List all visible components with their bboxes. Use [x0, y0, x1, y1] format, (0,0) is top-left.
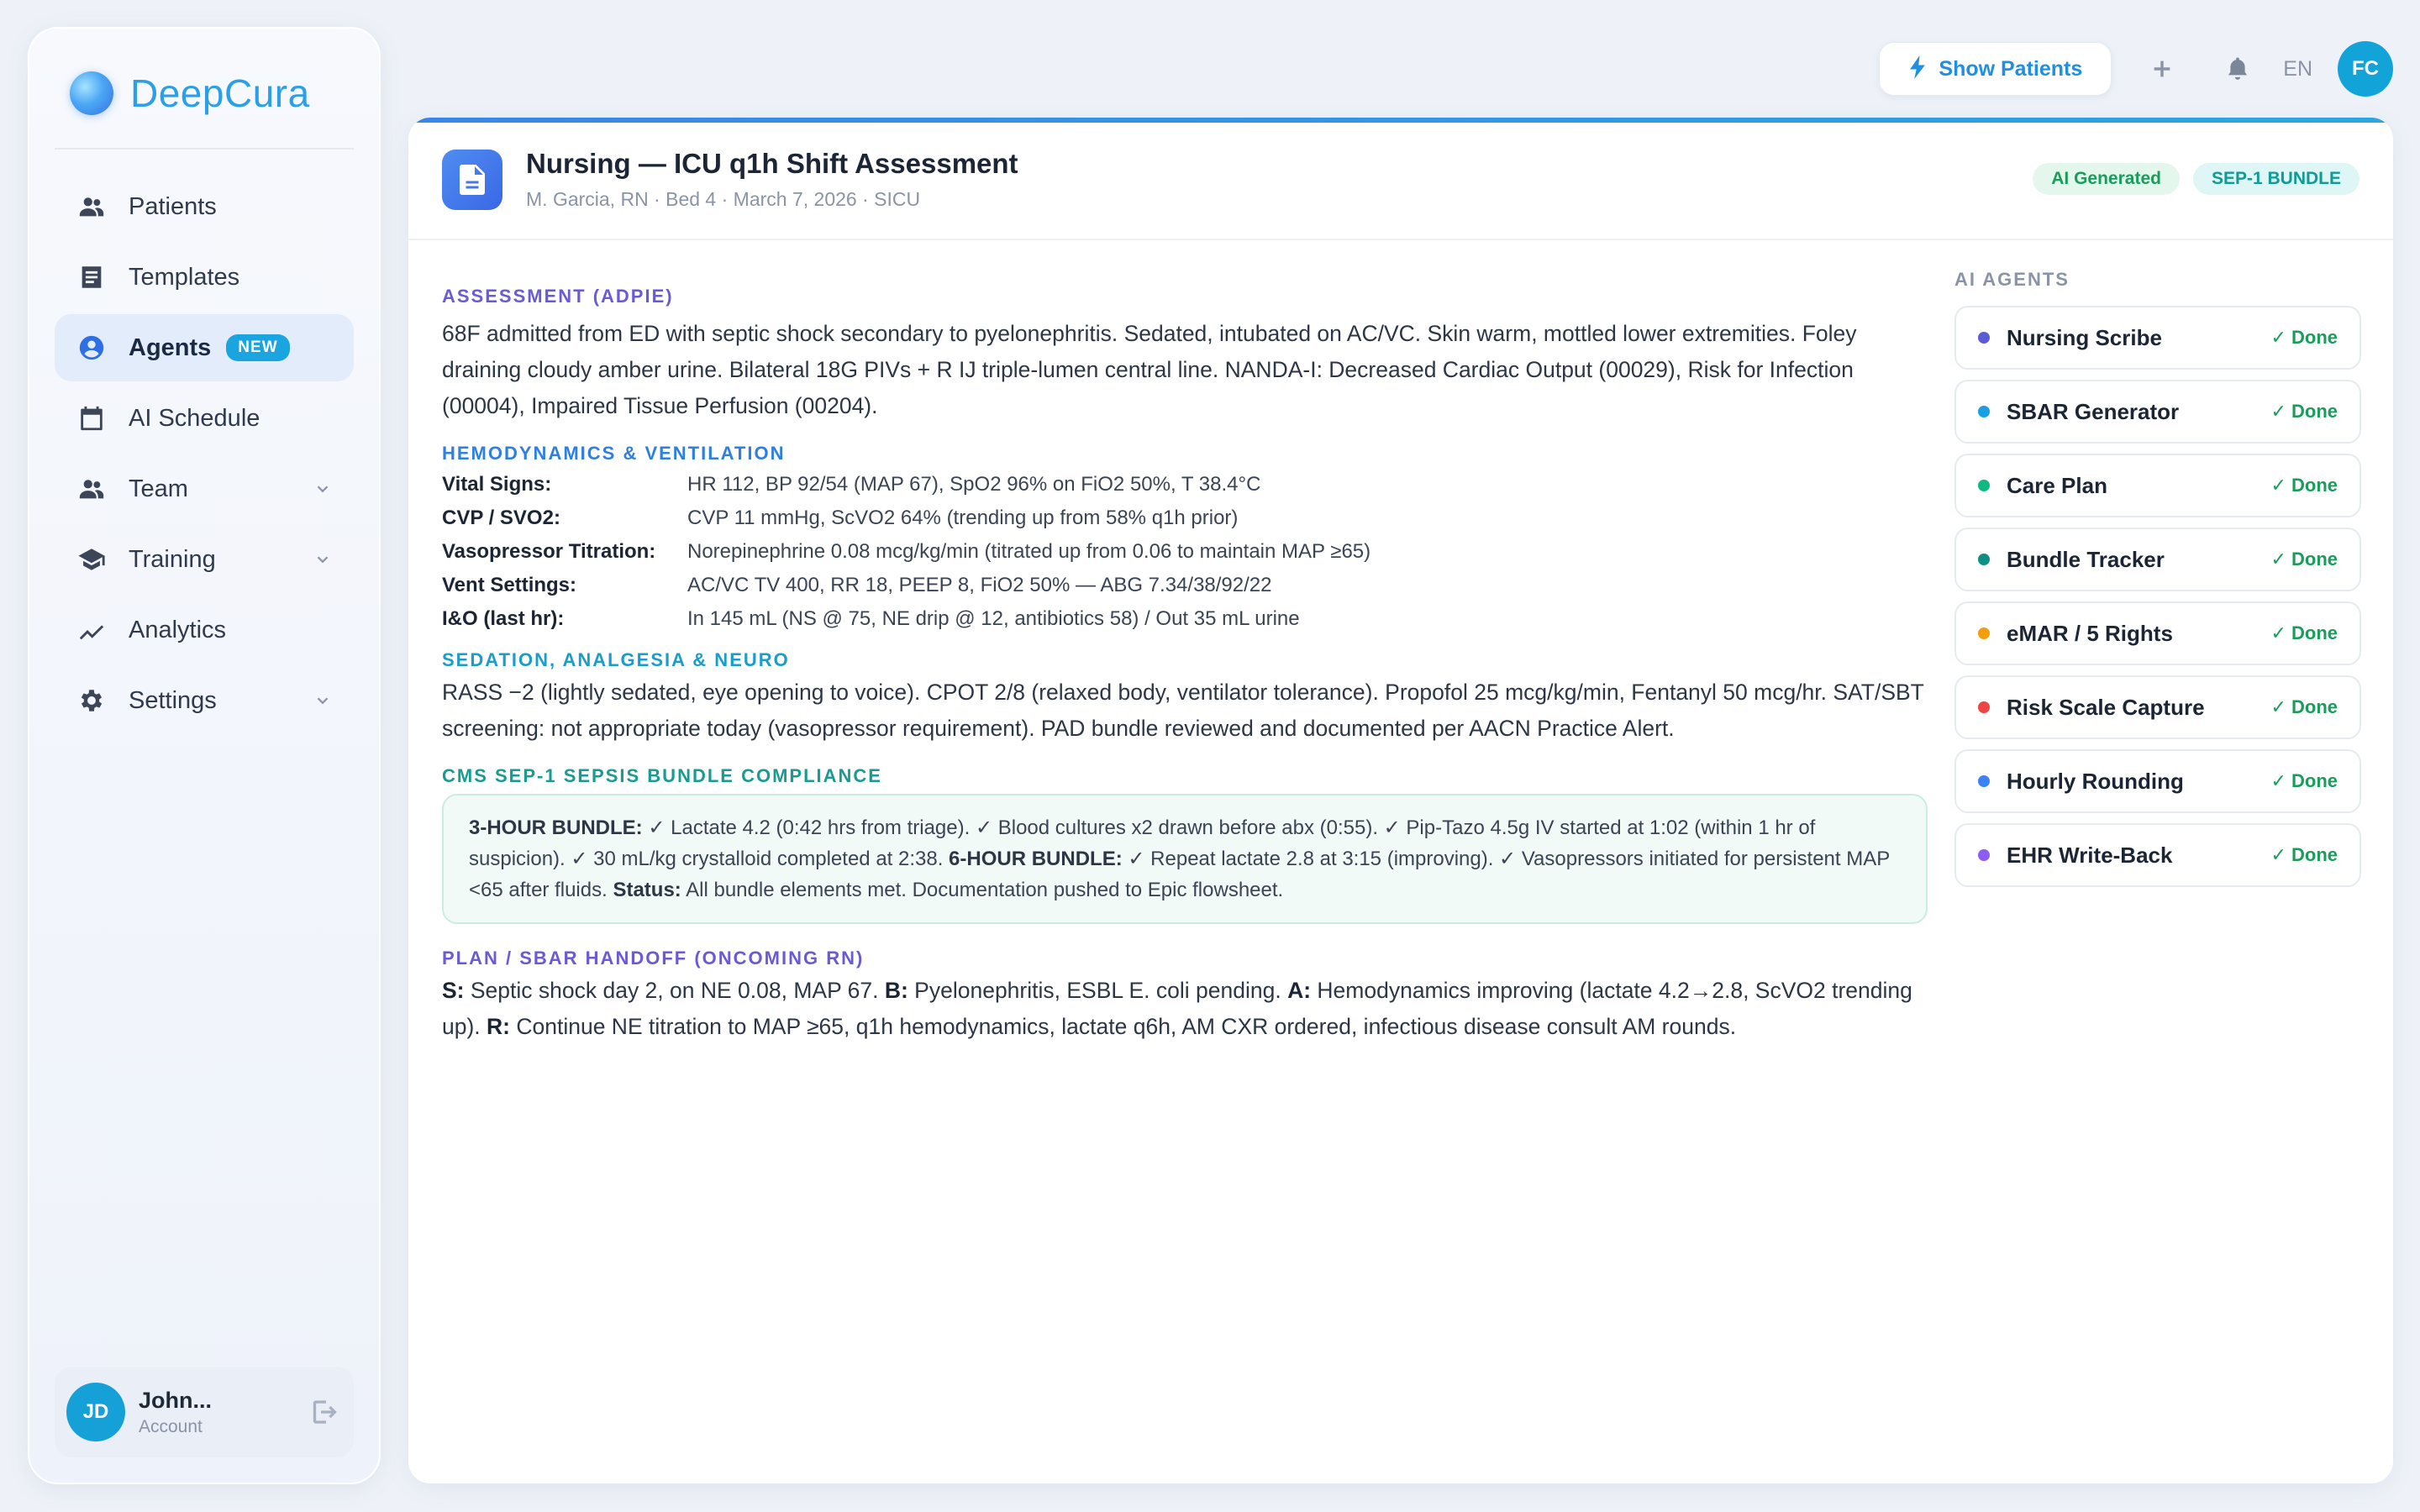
agent-name: EHR Write-Back — [2007, 842, 2173, 868]
agent-item[interactable] — [1954, 454, 2361, 517]
document-subtitle: M. Garcia, RN · Bed 4 · March 7, 2026 · SICU — [526, 188, 921, 210]
bundle-status-label: Status: — [613, 879, 681, 901]
app-name: DeepCura — [130, 71, 310, 115]
sbar-b-text: Pyelonephritis, ESBL E. coli pending. — [908, 978, 1288, 1003]
kv-value: HR 112, BP 92/54 (MAP 67), SpO2 96% on FiO2 50%, T 38.4°C — [687, 473, 1261, 496]
status-dot — [1978, 627, 1990, 639]
sidebar-nav — [55, 173, 354, 738]
kv-value: AC/VC TV 400, RR 18, PEEP 8, FiO2 50% — ABG 7.34/38/92/22 — [687, 574, 1272, 596]
status-dot — [1978, 554, 1990, 565]
patients-icon — [76, 192, 107, 222]
sidebar-item-label: AI Schedule — [129, 404, 260, 432]
kv-row — [442, 535, 1928, 569]
show-patients-label: Show Patients — [1939, 56, 2083, 81]
document-badges — [2033, 163, 2360, 195]
document-icon — [442, 150, 502, 210]
sidebar-item-team[interactable] — [55, 455, 354, 522]
status-dot — [1978, 701, 1990, 713]
document-content — [442, 286, 1928, 1045]
status-badge: ✓ Done — [2270, 844, 2338, 865]
sbar-r-label: R: — [487, 1014, 510, 1039]
status-dot — [1978, 775, 1990, 787]
agent-name: SBAR Generator — [2007, 398, 2180, 424]
kv-row — [442, 468, 1928, 501]
status-badge: ✓ Done — [2270, 327, 2338, 348]
status-badge: ✓ Done — [2270, 475, 2338, 496]
sidebar-item-patients[interactable] — [55, 173, 354, 240]
chevron-down-icon[interactable] — [313, 480, 332, 498]
sbar-a-label: A: — [1287, 978, 1312, 1003]
kv-key: CVP / SVO2: — [442, 507, 560, 529]
divider — [55, 148, 354, 150]
sidebar-item-label: Team — [129, 475, 188, 502]
analytics-icon — [76, 615, 107, 645]
app-logo[interactable] — [70, 71, 310, 116]
kv-key: Vasopressor Titration: — [442, 540, 656, 563]
chevron-down-icon[interactable] — [313, 550, 332, 569]
account-name: John... — [139, 1387, 212, 1413]
kv-row — [442, 501, 1928, 535]
team-icon — [76, 474, 107, 504]
user-avatar[interactable]: FC — [2338, 41, 2393, 97]
agent-item[interactable] — [1954, 380, 2361, 444]
status-dot — [1978, 849, 1990, 861]
bundle-6h-text: ✓ Repeat lactate 2.8 at 3:15 (improving). ✓ Vasopressors initiated for persistent MAP <65 after fluids. — [469, 848, 1890, 901]
status-dot — [1978, 406, 1990, 417]
sidebar-item-training[interactable] — [55, 526, 354, 593]
chevron-down-icon[interactable] — [313, 691, 332, 710]
kv-value: CVP 11 mmHg, ScVO2 64% (trending up from 58% q1h prior) — [687, 507, 1239, 529]
training-icon — [76, 544, 107, 575]
kv-key: Vital Signs: — [442, 473, 552, 496]
status-badge: ✓ Done — [2270, 549, 2338, 570]
status-badge: ✓ Done — [2270, 770, 2338, 791]
status-badge: ✓ Done — [2270, 622, 2338, 643]
bolt-icon — [1908, 55, 1927, 83]
ai-generated-badge: AI Generated — [2033, 163, 2180, 195]
agent-name: Risk Scale Capture — [2007, 694, 2205, 720]
sidebar-item-label: Analytics — [129, 616, 227, 643]
account-subtitle: Account — [139, 1416, 203, 1436]
agent-name: Bundle Tracker — [2007, 546, 2165, 572]
agent-item[interactable] — [1954, 306, 2361, 370]
logo-orb-icon — [70, 71, 113, 115]
section-heading: HEMODYNAMICS & VENTILATION — [442, 443, 786, 464]
account-card[interactable] — [55, 1367, 354, 1457]
sbar-r-text: Continue NE titration to MAP ≥65, q1h hemodynamics, lactate q6h, AM CXR ordered, infectious disease consult AM rounds. — [510, 1014, 1737, 1039]
sidebar-item-label: Training — [129, 545, 216, 573]
agent-name: eMAR / 5 Rights — [2007, 620, 2173, 646]
section-heading: SEDATION, ANALGESIA & NEURO — [442, 649, 790, 670]
bell-icon[interactable] — [2221, 52, 2254, 86]
agent-name: Care Plan — [2007, 472, 2107, 498]
assessment-text: 68F admitted from ED with septic shock secondary to pyelonephritis. Sedated, intubated on AC/VC. Skin warm, mottled lower extremities. Foley draining cloudy amber urine. Bilateral 18G PIVs + R IJ triple-lumen central line. NANDA-I: Decreased Cardiac Output (00029), Risk for Infection (00004), Impaired Tissue Perfusion (00204). — [442, 321, 1857, 418]
new-badge: NEW — [226, 334, 289, 361]
sep1-bundle-badge: SEP-1 BUNDLE — [2193, 163, 2360, 195]
gear-icon — [76, 685, 107, 716]
sidebar-item-settings[interactable] — [55, 667, 354, 734]
sidebar-item-ai-schedule[interactable] — [55, 385, 354, 452]
sepsis-bundle-box — [442, 794, 1928, 924]
agent-name: Nursing Scribe — [2007, 324, 2162, 350]
sidebar-item-label: Settings — [129, 686, 217, 714]
sidebar-item-templates[interactable] — [55, 244, 354, 311]
agent-item[interactable] — [1954, 601, 2361, 665]
agent-item[interactable] — [1954, 675, 2361, 739]
sidebar-item-analytics[interactable] — [55, 596, 354, 664]
accent-bar — [408, 118, 2393, 123]
kv-row — [442, 602, 1928, 636]
bundle-3h-text: ✓ Lactate 4.2 (0:42 hrs from triage). ✓ Blood cultures x2 drawn before abx (0:55). ✓ Pip-Tazo 4.5g IV started at 1:02 (within 1 hr of suspicion). ✓ 30 mL/kg crystalloid completed at 2:38. — [469, 816, 1816, 870]
topbar — [1879, 42, 2393, 96]
status-dot — [1978, 332, 1990, 344]
agent-item[interactable] — [1954, 528, 2361, 591]
calendar-icon — [76, 403, 107, 433]
sidebar-item-label: Templates — [129, 263, 240, 291]
sidebar — [28, 27, 381, 1484]
show-patients-button[interactable] — [1879, 42, 2112, 96]
sidebar-item-agents[interactable] — [55, 314, 354, 381]
bundle-status-text: All bundle elements met. Documentation pushed to Epic flowsheet. — [681, 879, 1284, 901]
agents-heading: AI AGENTS — [1954, 269, 2070, 290]
language-selector[interactable]: EN — [2283, 56, 2312, 81]
ai-agents-panel — [1954, 269, 2361, 897]
sbar-s-text: Septic shock day 2, on NE 0.08, MAP 67. — [464, 978, 885, 1003]
sbar-text — [442, 973, 1928, 1045]
bundle-6h-label: 6-HOUR BUNDLE: — [949, 848, 1123, 870]
kv-value: Norepinephrine 0.08 mcg/kg/min (titrated up from 0.06 to maintain MAP ≥65) — [687, 540, 1371, 563]
kv-key: I&O (last hr): — [442, 607, 565, 630]
kv-value: In 145 mL (NS @ 75, NE drip @ 12, antibiotics 58) / Out 35 mL urine — [687, 607, 1300, 630]
account-info — [139, 1388, 212, 1437]
section-heading: ASSESSMENT (ADPIE) — [442, 286, 674, 307]
agent-item[interactable] — [1954, 823, 2361, 887]
divider — [408, 239, 2393, 240]
status-badge: ✓ Done — [2270, 401, 2338, 422]
agent-name: Hourly Rounding — [2007, 768, 2184, 794]
section-heading: PLAN / SBAR HANDOFF (ONCOMING RN) — [442, 948, 865, 969]
section-heading: CMS SEP-1 SEPSIS BUNDLE COMPLIANCE — [442, 765, 882, 786]
sbar-a-text: Hemodynamics improving (lactate 4.2→2.8, ScVO2 trending up). — [442, 978, 1912, 1039]
kv-key: Vent Settings: — [442, 574, 577, 596]
kv-row — [442, 569, 1928, 602]
sbar-s-label: S: — [442, 978, 465, 1003]
bundle-3h-label: 3-HOUR BUNDLE: — [469, 816, 643, 839]
status-dot — [1978, 480, 1990, 491]
sidebar-item-label: Patients — [129, 192, 217, 220]
plus-icon[interactable] — [2145, 52, 2179, 86]
sedation-text: RASS −2 (lightly sedated, eye opening to voice). CPOT 2/8 (relaxed body, ventilator tolerance). Propofol 25 mcg/kg/min, Fentanyl 50 mcg/hr. SAT/SBT screening: not appropriate today (vasopressor requirement). PAD bundle reviewed and documented per AACN Practice Alert. — [442, 680, 1924, 741]
agent-item[interactable] — [1954, 749, 2361, 813]
avatar: JD — [66, 1383, 125, 1441]
sbar-b-label: B: — [884, 978, 908, 1003]
templates-icon — [76, 262, 107, 292]
page-title: Nursing — ICU q1h Shift Assessment — [526, 148, 1018, 179]
agents-icon — [76, 333, 107, 363]
status-badge: ✓ Done — [2270, 696, 2338, 717]
sidebar-item-label: Agents — [129, 333, 212, 361]
document-card — [408, 118, 2393, 1483]
logout-icon[interactable] — [308, 1397, 339, 1427]
